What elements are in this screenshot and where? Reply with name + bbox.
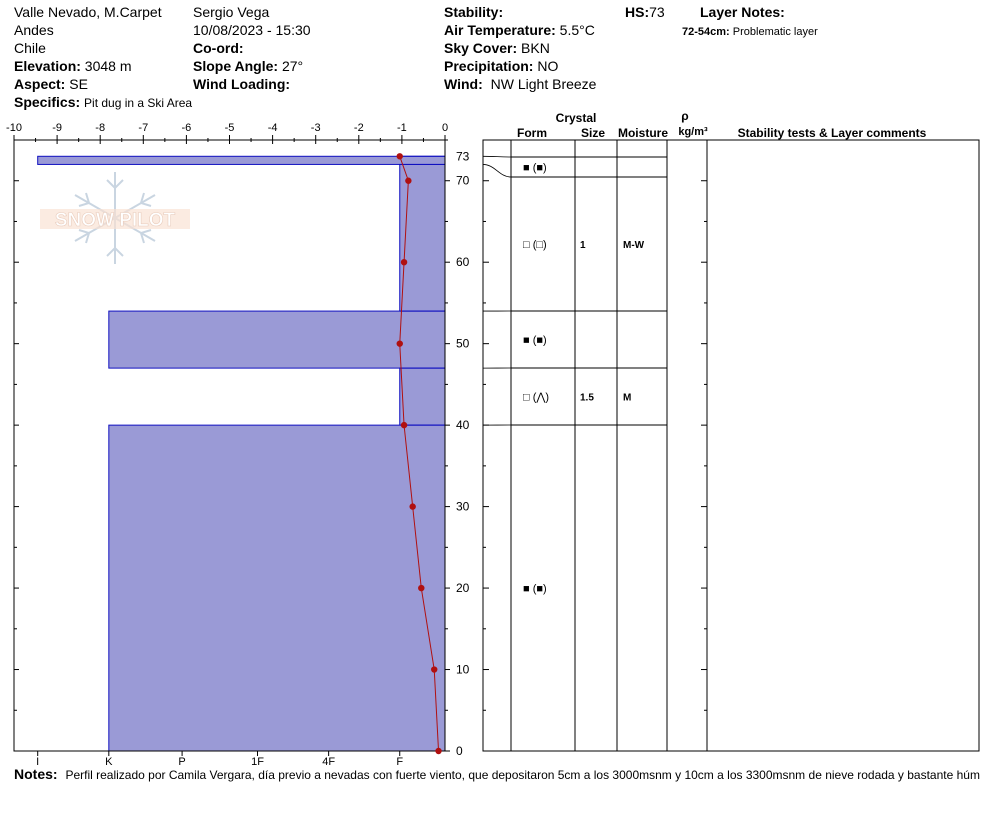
header-crystal: Crystal [555, 111, 597, 125]
height-tick-label: 40 [456, 418, 470, 433]
hardness-bar [38, 156, 445, 164]
moisture: M-W [623, 240, 645, 251]
hardness-tick-label: F [396, 756, 404, 768]
country: Chile [14, 40, 46, 56]
header-density-unit: kg/m³ [678, 126, 708, 138]
temperature-point [418, 585, 424, 591]
temp-tick-label: 0 [441, 122, 449, 134]
crystal-form: ■ (■) [523, 162, 547, 174]
height-tick-label: 70 [456, 173, 470, 188]
height-tick-label: 10 [456, 662, 470, 677]
hardness-tick-label: 1F [251, 756, 264, 768]
hardness-tick-label: I [36, 756, 40, 768]
layer-notes-label: Layer Notes: [700, 4, 785, 20]
header-rho: ρ [681, 109, 689, 123]
layer-table [483, 109, 979, 751]
temp-tick-label: -3 [310, 122, 321, 134]
sky-value: BKN [521, 40, 550, 56]
air-temp-label: Air Temperature: [444, 22, 556, 38]
specifics-label: Specifics: [14, 94, 81, 110]
wind-value: NW Light Breeze [490, 76, 597, 92]
slope-value: 27° [281, 58, 304, 74]
crystal-form: ■ (■) [523, 583, 547, 596]
precip-label: Precipitation: [444, 58, 534, 74]
height-tick-label: 50 [456, 336, 470, 351]
watermark-text: SNOW PILOT [54, 210, 176, 231]
temperature-point [431, 666, 437, 672]
hs-label: HS: [625, 4, 650, 20]
temperature-point [397, 340, 403, 346]
temp-tick-label: -7 [138, 122, 149, 134]
notes-text: Perfil realizado por Camila Vergara, día previo a nevadas con fuerte viento, que depositaron 5cm a los 3000msnm y 10cm a los 3300msnm de nieve rodada y bastante húm [65, 768, 980, 782]
temperature-point [401, 259, 407, 265]
header-size: Size [580, 126, 606, 140]
temp-tick-label: -6 [181, 122, 192, 134]
crystal-form: ■ (■) [523, 334, 547, 347]
height-tick-label: 20 [456, 581, 470, 596]
hardness-bar [400, 164, 445, 311]
slope-label: Slope Angle: [193, 58, 279, 74]
temperature-point [409, 503, 415, 509]
precip-value: NO [537, 58, 559, 74]
header-moisture: Moisture [617, 126, 669, 140]
crystal-size: 1 [580, 240, 586, 251]
temperature-point [401, 422, 407, 428]
temp-tick-label: -9 [52, 122, 62, 134]
temp-tick-label: -10 [6, 122, 22, 134]
hs-value: 73 [649, 4, 665, 20]
snowpilot-watermark [40, 172, 190, 264]
moisture: M [623, 392, 632, 404]
table-frame [483, 140, 979, 751]
observer: Sergio Vega [193, 4, 270, 20]
hardness-bar [109, 425, 445, 751]
height-tick-label: 30 [456, 499, 470, 514]
temp-tick-label: -4 [267, 122, 278, 134]
stability-label: Stability: [444, 4, 504, 20]
specifics-value: Pit dug in a Ski Area [84, 96, 193, 110]
temp-tick-label: -1 [397, 122, 407, 134]
height-tick-label: 0 [456, 744, 463, 758]
range: Andes [14, 22, 54, 38]
wind-label: Wind: [444, 76, 483, 92]
notes-label: Notes: [14, 766, 58, 782]
crystal-form: □ (□) [523, 239, 547, 251]
hardness-bar [109, 311, 445, 368]
layer-note-range: 72-54cm: [682, 26, 730, 38]
wind-loading-label: Wind Loading: [193, 76, 291, 92]
temperature-point [397, 153, 403, 159]
hardness-bar [400, 368, 445, 425]
temperature-point [435, 748, 441, 754]
elevation-label: Elevation: [14, 58, 81, 74]
air-temp-value: 5.5°C [559, 22, 595, 38]
temp-tick-label: -2 [353, 122, 364, 134]
header-form: Form [517, 126, 547, 140]
sky-label: Sky Cover: [444, 40, 518, 56]
height-tick-label: 60 [456, 255, 470, 270]
temperature-point [405, 178, 411, 184]
crystal-size: 1.5 [580, 392, 594, 404]
hardness-tick-label: P [178, 756, 186, 768]
height-tick-label: 73 [456, 149, 470, 164]
aspect-label: Aspect: [14, 76, 66, 92]
elevation-value: 3048 m [84, 58, 132, 74]
crystal-form: □ (⋀) [523, 391, 550, 404]
coord-label: Co-ord: [193, 40, 244, 56]
aspect-value: SE [69, 76, 88, 92]
layer-note-text: Problematic layer [732, 26, 818, 38]
temp-tick-label: -5 [224, 122, 235, 134]
temp-tick-label: -8 [95, 122, 106, 134]
datetime: 10/08/2023 - 15:30 [193, 22, 311, 38]
hardness-tick-label: 4F [322, 756, 336, 768]
header-stability: Stability tests & Layer comments [737, 126, 927, 140]
location: Valle Nevado, M.Carpet [14, 4, 162, 20]
hardness-tick-label: K [105, 756, 113, 768]
